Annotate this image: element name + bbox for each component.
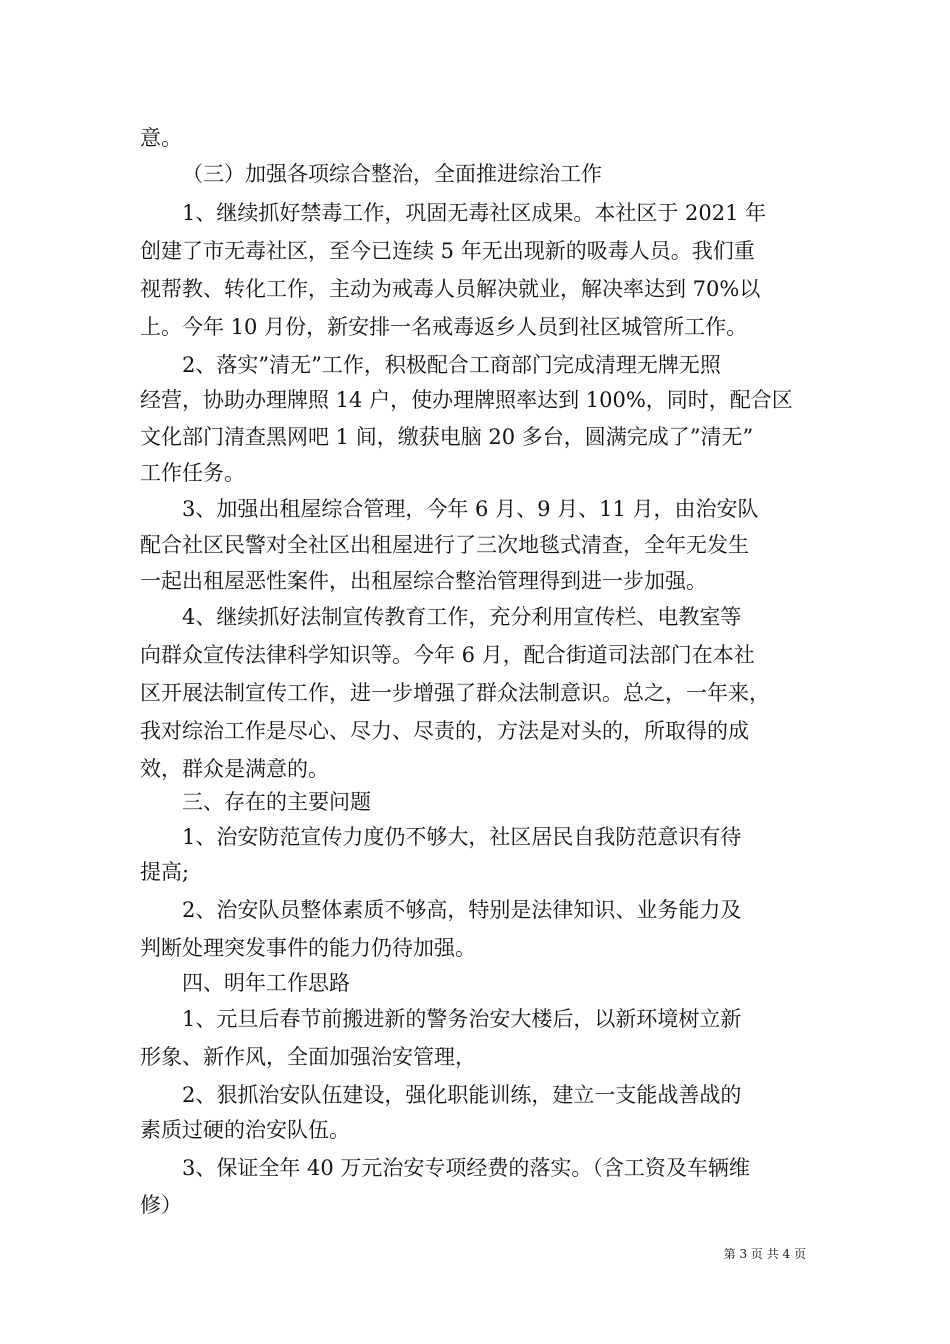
text-line: 修） bbox=[140, 1193, 182, 1217]
text-line: 形象、新作风，全面加强治安管理， bbox=[140, 1045, 476, 1069]
section-heading: （三）加强各项综合整治，全面推进综治工作 bbox=[182, 162, 602, 186]
text-line: 提高; bbox=[140, 860, 190, 884]
text-line: 1、治安防范宣传力度仍不够大，社区居民自我防范意识有待 bbox=[182, 825, 742, 849]
text-line: 区开展法制宣传工作，进一步增强了群众法制意识。总之，一年来， bbox=[140, 681, 770, 705]
text-line: 2、落实”清无”工作，积极配合工商部门完成清理无牌无照 bbox=[182, 353, 721, 377]
text-line: 1、继续抓好禁毒工作，巩固无毒社区成果。本社区于 2021 年 bbox=[182, 201, 767, 225]
text-line: 一起出租屋恶性案件，出租屋综合整治管理得到进一步加强。 bbox=[140, 569, 707, 593]
text-line: 上。今年 10 月份，新安排一名戒毒返乡人员到社区城管所工作。 bbox=[140, 315, 748, 339]
text-line: 3、保证全年 40 万元治安专项经费的落实。（含工资及车辆维 bbox=[182, 1156, 750, 1180]
text-line: 3、加强出租屋综合管理，今年 6 月、9 月、11 月，由治安队 bbox=[182, 497, 759, 521]
text-line: 素质过硬的治安队伍。 bbox=[140, 1118, 350, 1142]
text-line: 向群众宣传法律科学知识等。今年 6 月，配合街道司法部门在本社 bbox=[140, 643, 755, 667]
text-line: 配合社区民警对全社区出租屋进行了三次地毯式清查，全年无发生 bbox=[140, 533, 749, 557]
text-line: 文化部门清查黑网吧 1 间，缴获电脑 20 多台，圆满完成了”清无” bbox=[140, 425, 754, 449]
section-heading: 四、明年工作思路 bbox=[182, 971, 350, 995]
text-line: 我对综治工作是尽心、尽力、尽责的，方法是对头的，所取得的成 bbox=[140, 719, 749, 743]
text-line: 创建了市无毒社区，至今已连续 5 年无出现新的吸毒人员。我们重 bbox=[140, 239, 755, 263]
text-line: 意。 bbox=[140, 126, 182, 150]
text-line: 工作任务。 bbox=[140, 461, 245, 485]
text-line: 1、元旦后春节前搬进新的警务治安大楼后，以新环境树立新 bbox=[182, 1007, 742, 1031]
section-heading: 三、存在的主要问题 bbox=[182, 790, 371, 814]
text-line: 判断处理突发事件的能力仍待加强。 bbox=[140, 936, 476, 960]
text-line: 2、狠抓治安队伍建设，强化职能训练，建立一支能战善战的 bbox=[182, 1083, 742, 1107]
text-line: 经营，协助办理牌照 14 户，使办理牌照率达到 100%，同时，配合区 bbox=[140, 388, 793, 412]
text-line: 2、治安队员整体素质不够高，特别是法律知识、业务能力及 bbox=[182, 898, 742, 922]
text-line: 效，群众是满意的。 bbox=[140, 757, 329, 781]
page-number: 第 3 页 共 4 页 bbox=[723, 1247, 806, 1261]
text-line: 4、继续抓好法制宣传教育工作，充分利用宣传栏、电教室等 bbox=[182, 605, 742, 629]
text-line: 视帮教、转化工作，主动为戒毒人员解决就业，解决率达到 70%以 bbox=[140, 277, 761, 301]
